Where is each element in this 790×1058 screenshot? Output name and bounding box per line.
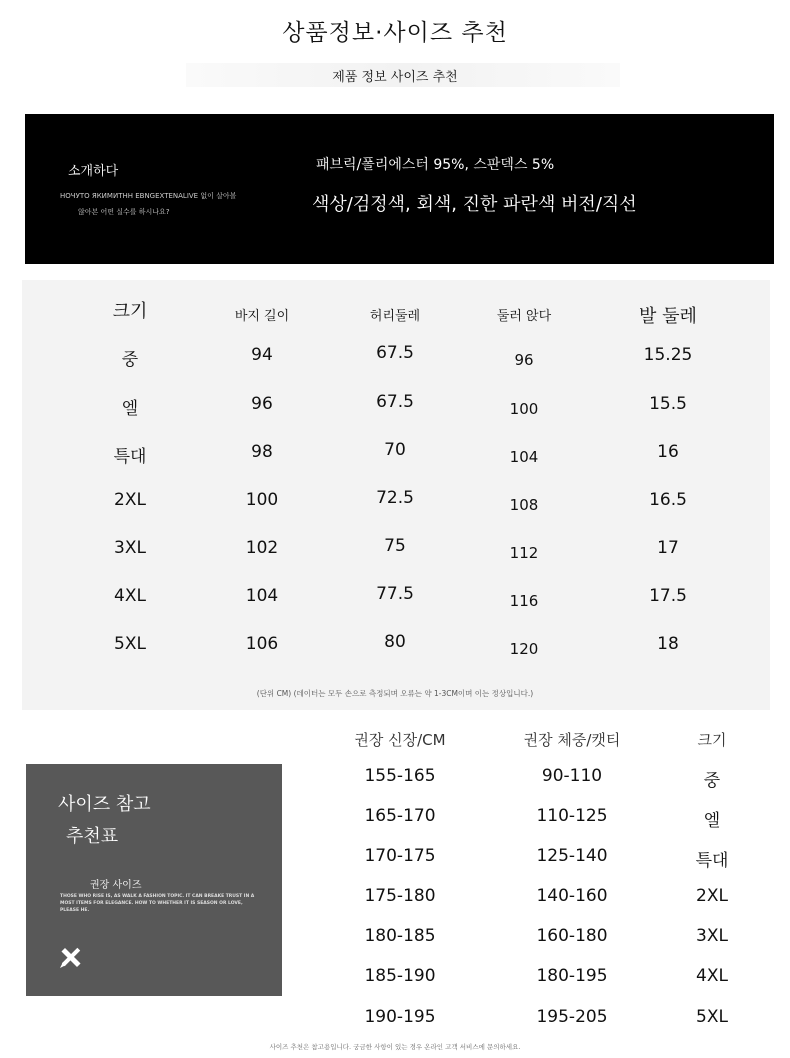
size-table-cell: 77.5 <box>376 584 414 604</box>
pencil-ruler-icon <box>58 944 84 974</box>
size-table-cell: 3XL <box>114 538 146 558</box>
recommendation-cell: 2XL <box>696 886 728 906</box>
recommendation-cell: 5XL <box>696 1007 728 1027</box>
recommendation-cell: 4XL <box>696 966 728 986</box>
recommendation-cell: 165-170 <box>364 806 436 826</box>
recommendation-cell: 160-180 <box>536 926 608 946</box>
size-table-cell: 중 <box>121 350 139 370</box>
size-table-cell: 15.25 <box>643 345 693 365</box>
card-title-line-1: 사이즈 참고 <box>58 794 151 815</box>
size-table-header: 크기 <box>112 301 148 322</box>
recommendation-cell: 180-195 <box>536 966 608 986</box>
size-table-cell: 116 <box>509 592 539 610</box>
recommendation-cell: 엘 <box>703 811 721 831</box>
color-info: 색상/검정색, 회색, 진한 파란색 버전/직선 <box>312 194 637 215</box>
recommendation-cell: 3XL <box>696 926 728 946</box>
size-table-cell: 2XL <box>114 490 146 510</box>
recommendation-cell: 155-165 <box>364 766 436 786</box>
size-table-cell: 17.5 <box>649 586 687 606</box>
size-table-cell: 108 <box>509 496 539 514</box>
size-table-cell: 112 <box>509 544 539 562</box>
recommendation-cell: 중 <box>703 771 721 791</box>
size-table-cell: 67.5 <box>376 392 414 412</box>
footer-note: 사이즈 추천은 참고용입니다. 궁금한 사항이 있는 경우 온라인 고객 서비스에 문의하세요. <box>269 1043 521 1051</box>
recommendation-cell: 110-125 <box>536 806 608 826</box>
size-table-cell: 96 <box>514 351 534 369</box>
size-table-header: 허리둘레 <box>369 309 421 324</box>
size-table-cell: 17 <box>657 538 679 558</box>
recommendation-cell: 185-190 <box>364 966 436 986</box>
recommendation-cell: 90-110 <box>541 766 603 786</box>
recommendation-cell: 180-185 <box>364 926 436 946</box>
size-table-cell: 100 <box>509 400 539 418</box>
card-small-text: THOSE WHO RISE IS, AS WALK A FASHION TOPIC. IT CAN BREAKE TRUST IN A MOST ITEMS FOR ELEGANCE. HOW TO WHETHER IT IS SEASON OR LOVE, PLEASE HE. <box>60 894 255 913</box>
size-table-cell: 106 <box>245 634 279 654</box>
size-table-cell: 특대 <box>113 447 147 467</box>
size-table-cell: 120 <box>509 640 539 658</box>
card-subtitle: 권장 사이즈 <box>90 880 142 891</box>
size-table-cell: 104 <box>245 586 279 606</box>
size-table-cell: 102 <box>245 538 279 558</box>
page-subtitle: 제품 정보 사이즈 추천 <box>332 70 458 85</box>
size-table-header: 바지 길이 <box>234 309 290 324</box>
size-table-cell: 70 <box>384 440 406 460</box>
recommendation-cell: 140-160 <box>536 886 608 906</box>
size-table-cell: 5XL <box>114 634 146 654</box>
size-table-cell: 15.5 <box>649 394 687 414</box>
intro-banner <box>25 114 774 264</box>
size-table-cell: 75 <box>384 536 406 556</box>
intro-line-1: НОЧУТО ЯКИМИТНН EBNGEXTENALIVE 없이 살아볼 <box>60 192 237 200</box>
size-table-cell: 4XL <box>114 586 146 606</box>
size-table-header: 발 둘레 <box>639 306 697 327</box>
recommendation-cell: 190-195 <box>364 1007 436 1027</box>
size-table-cell: 18 <box>657 634 679 654</box>
size-table-cell: 엘 <box>121 399 139 419</box>
recommendation-header: 권장 체중/캣티 <box>523 731 621 749</box>
recommendation-cell: 125-140 <box>536 846 608 866</box>
recommendation-header: 권장 신장/CM <box>354 731 446 749</box>
intro-title: 소개하다 <box>68 164 119 179</box>
recommendation-cell: 195-205 <box>536 1007 608 1027</box>
size-table-cell: 100 <box>245 490 279 510</box>
size-table-cell: 96 <box>251 394 273 414</box>
size-table-cell: 67.5 <box>376 343 414 363</box>
size-table-cell: 80 <box>384 632 406 652</box>
size-table-cell: 98 <box>251 442 273 462</box>
size-table-cell: 104 <box>509 448 539 466</box>
recommendation-header: 크기 <box>697 731 727 749</box>
recommendation-cell: 170-175 <box>364 846 436 866</box>
recommendation-cell: 175-180 <box>364 886 436 906</box>
size-table-cell: 94 <box>251 345 273 365</box>
size-table-cell: 16 <box>657 442 679 462</box>
page-title: 상품정보·사이즈 추천 <box>282 20 508 46</box>
intro-line-2: 않아본 어떤 실수를 하시나요? <box>78 208 170 216</box>
size-table-note: (단위 CM) (데이터는 모두 손으로 측정되며 오류는 약 1-3CM이며 이는 정상입니다.) <box>256 689 534 698</box>
recommendation-cell: 특대 <box>695 851 729 871</box>
size-table-header: 둘러 앉다 <box>496 309 552 324</box>
fabric-info: 패브릭/폴리에스터 95%, 스판덱스 5% <box>316 157 555 173</box>
size-table-cell: 16.5 <box>649 490 687 510</box>
size-table-cell: 72.5 <box>376 488 414 508</box>
card-title-line-2: 추천표 <box>66 826 119 847</box>
